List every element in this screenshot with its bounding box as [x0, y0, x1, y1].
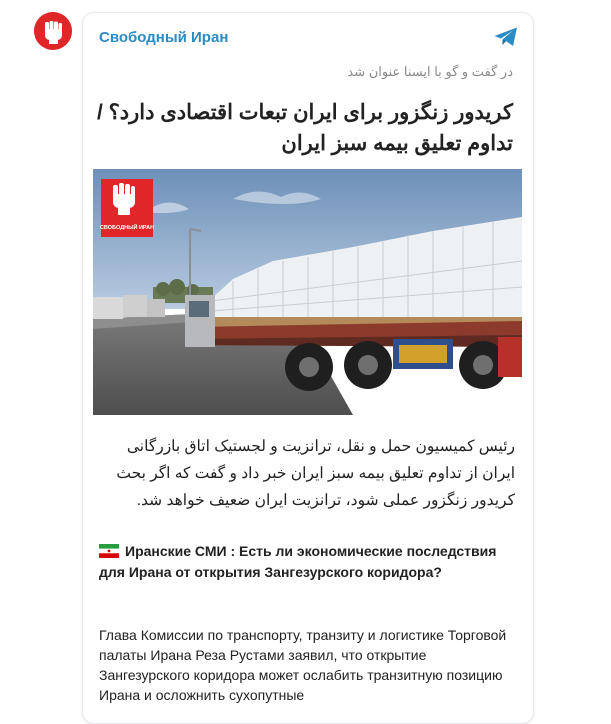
post-image[interactable]	[93, 169, 522, 415]
channel-name[interactable]: Свободный Иран	[99, 29, 229, 46]
telegram-icon[interactable]	[493, 26, 519, 48]
image-logo-text: СВОБОДНЫЙ ИРАН	[99, 225, 155, 231]
source-line: در گفت و گو با ایسنا عنوان شد	[347, 64, 513, 79]
image-logo	[100, 179, 154, 237]
raised-fist-icon	[34, 12, 72, 50]
post-body-persian: رئیس کمیسیون حمل و نقل، ترانزیت و لجستیک اتاق بازرگانی ایران از تداوم تعلیق بیمه سبز ایران خبر داد و گفت که اگر بحث کریدور زنگزور عملی شود، ترانزیت ایران ضعیف خواهد شد.	[116, 438, 515, 509]
post-body-russian: Глава Комиссии по транспорту, транзиту и логистике Торговой палаты Ирана Реза Рустами заявил, что открытие Зангезурского коридора может ослабить транзитную позицию Ирана и осложнить сухопутные	[99, 627, 507, 703]
russian-title-text: Иранские СМИ : Есть ли экономические последствия для Ирана от открытия Зангезурского коридора?	[99, 543, 497, 580]
post-card	[82, 12, 534, 724]
russian-title	[99, 541, 509, 583]
channel-avatar[interactable]	[34, 12, 72, 50]
post-headline: کریدور زنگزور برای ایران تبعات اقتصادی دارد؟ / تداوم تعلیق بیمه سبز ایران	[96, 101, 513, 155]
iran-flag-icon	[99, 544, 119, 558]
